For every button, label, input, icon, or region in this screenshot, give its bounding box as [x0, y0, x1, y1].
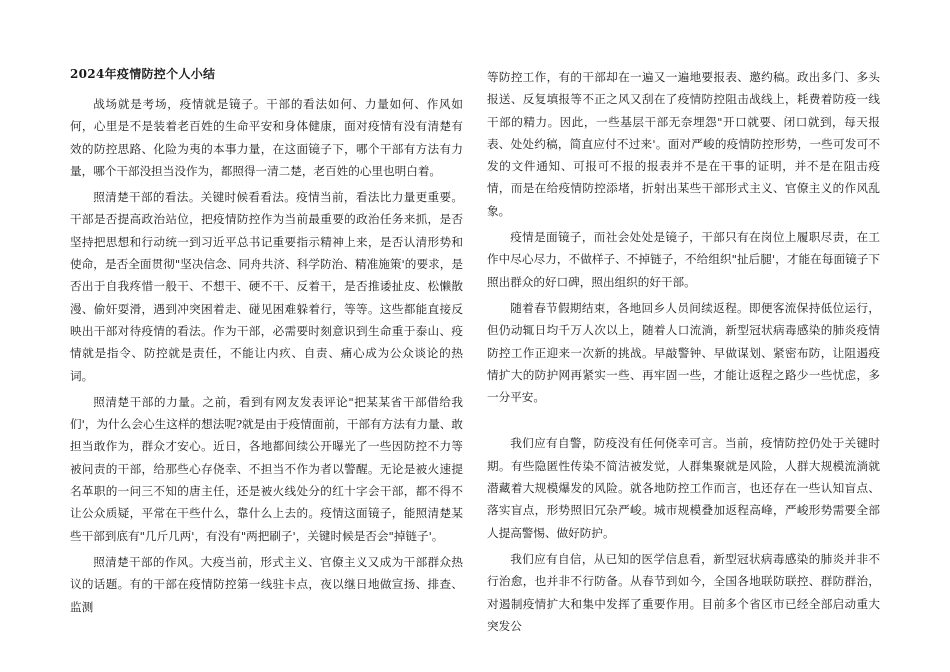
- paragraph: 我们应有自信，从已知的医学信息看，新型冠状病毒感染的肺炎并非不行治愈，也并非不行防备。从春节到如今，全国各地联防联控、群防群治，对遏制疫情扩大和集中发挥了重要作用。目前多个省区市已经全部启动重大突发公: [487, 551, 880, 633]
- paragraph: 战场就是考场，疫情就是镜子。干部的看法如何、力量如何、作风如何，心里是不是装着老百姓的生命平安和身体健康，面对疫情有没有清楚有效的防控思路、化险为夷的本事力量，在这面镜子下，哪个干部有方法有力量，哪个干部没担当没作为，都照得一清二楚，老百姓的心里也明白着。: [70, 97, 463, 178]
- paragraph: 我们应有自警，防疫没有任何侥幸可言。当前，疫情防控仍处于关键时期。有些隐匿性传染不简洁被发觉，人群集聚就是风险，人群大规模流淌就潜藏着大规模爆发的风险。就各地防控工作而言，也还存在一些认知盲点、落实盲点，形势照旧冗杂严峻。城市规模叠加返程高峰，严峻形势需要全部人提高警惕、做好防护。: [487, 436, 880, 540]
- paragraph-gap: [487, 412, 880, 432]
- paragraph: 照清楚干部的作风。大疫当前，形式主义、官僚主义又成为干部群众热议的话题。有的干部在疫情防控第一线驻卡点，夜以继日地做宣扬、排查、监测: [70, 554, 463, 614]
- right-column: [487, 66, 880, 641]
- paragraph: 等防控工作，有的干部却在一遍又一遍地要报表、邀约稿。政出多门、多头报送、反复填报等不正之风又刮在了疫情防控阻击战线上，耗费着防疫一线干部的精力。因此，一些基层干部无奈埋怨"开口就要、闭口就到，每天报表、处处约稿，简直应付不过来'。面对严峻的疫情防控形势，一些可发可不发的文件通知、可报可不报的报表并不是在干事的证明，并不是在阻击疫情，而是在给疫情防控添堵，折射出某些干部形式主义、官僚主义的作风乱象。: [487, 70, 880, 218]
- paragraph: 随着春节假期结束，各地回乡人员间续返程。即便客流保持低位运行，但仍动辄日均千万人次以上，随着人口流淌，新型冠状病毒感染的肺炎疫情防控工作正迎来一次新的挑战。早敲警钟、早做谋划、紧密布防，让阻遏疫情扩大的防护网再紧实一些、再牢固一些，才能让返程之路少一些忧虑，多一分平安。: [487, 300, 880, 405]
- paragraph: 照清楚干部的看法。关键时候看看法。疫情当前，看法比力量更重要。干部是否提高政治站位，把疫情防控作为当前最重要的政治任务来抓，是否坚持把思想和行动统一到习近平总书记重要指示精神上来，是否认清形势和使命，是否全面贯彻"坚决信念、同舟共济、科学防治、精准施策'的要求，是否出于自我疼惜一般干、不想干、硬不干、反着干，是否推诿扯皮、松懒散漫、偷奸耍滑，遇到冲突困着走、碰见困难躲着行，等等。这些都能直接反映出干部对待疫情的看法。作为干部，必需要时刻意识到生命重于泰山、疫情就是指令、防控就是责任，不能让内疚、自责、痛心成为公众谈论的热词。: [70, 190, 463, 383]
- paragraph: 照清楚干部的力量。之前，看到有网友发表评论"把某某省干部借给我们'，为什么会心生这样的想法呢?就是由于疫情面前，干部有方法有力量、敢担当敢作为，群众才安心。近日，各地都间续公开曝光了一些因防控不力等被问责的干部，给那些心存侥幸、不担当不作为者以警醒。无论是被火速提名革职的一问三不知的唐主任，还是被火线处分的红十字会干部，都不得不让公众质疑，平常在干些什么，靠什么上去的。疫情这面镜子，能照清楚某些干部到底有"几斤几两'，有没有"两把刷子'，关键时候是否会"掉链子'。: [70, 394, 463, 543]
- paragraph: 疫情是面镜子，而社会处处是镜子，干部只有在岗位上履职尽责，在工作中尽心尽力，不做样子、不掉链子，不给组织"扯后腿'，才能在每面镜子下照出群众的好口碑，照出组织的好干部。: [487, 230, 880, 289]
- left-column: [70, 66, 463, 622]
- document-title: 2024年疫情防控个人小结: [70, 67, 216, 81]
